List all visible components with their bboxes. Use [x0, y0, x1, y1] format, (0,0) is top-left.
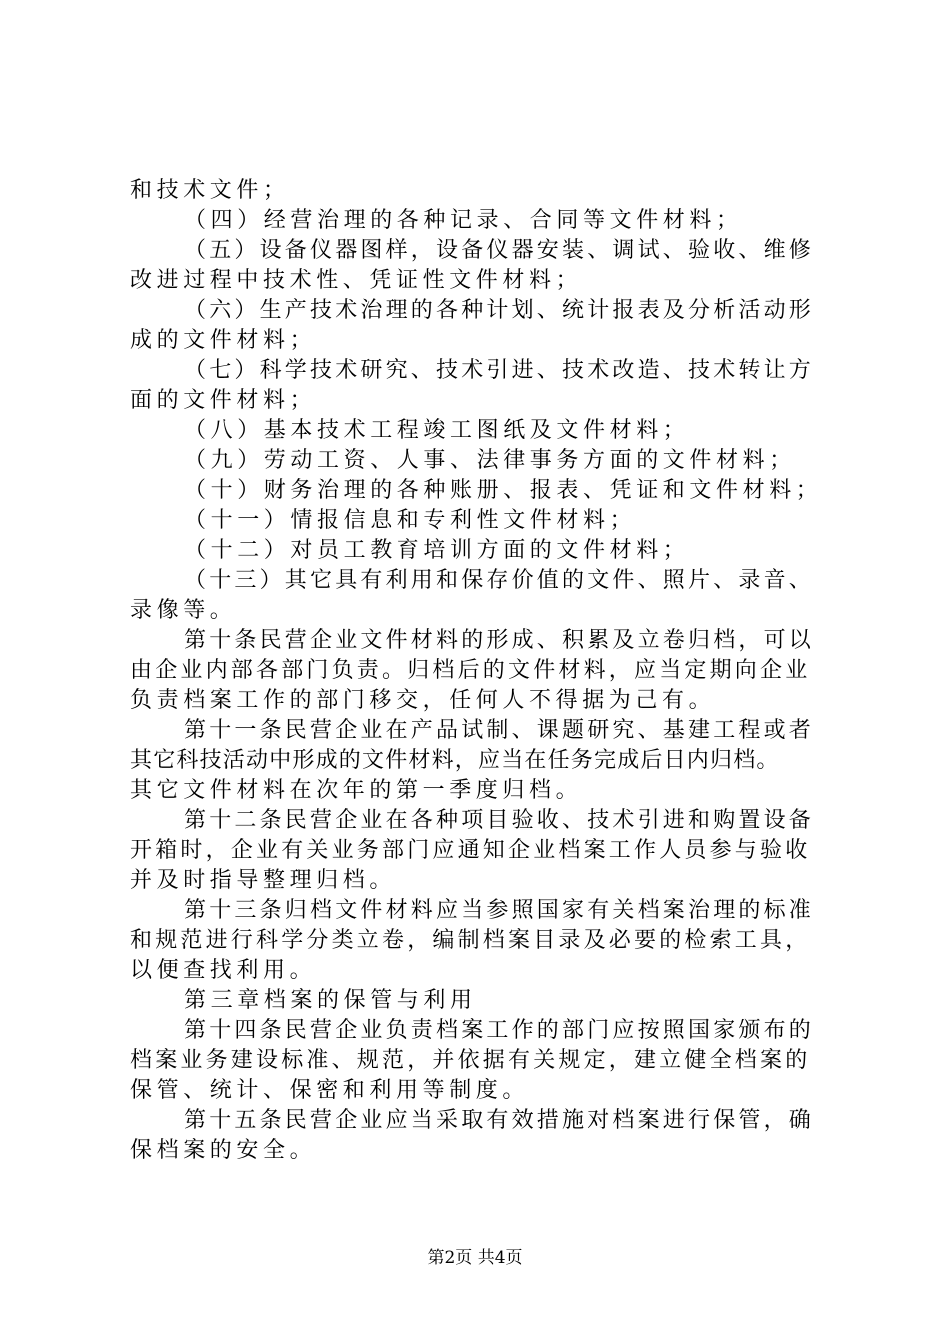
- text-line: 录像等。: [130, 598, 237, 623]
- text-line: （七）科学技术研究、技术引进、技术改造、技术转让方: [184, 358, 815, 383]
- text-line: 第十一条民营企业在产品试制、课题研究、基建工程或者: [184, 718, 815, 743]
- text-line: （五）设备仪器图样，设备仪器安装、调试、验收、维修: [184, 238, 815, 263]
- text-line: 第十五条民营企业应当采取有效措施对档案进行保管，确: [184, 1108, 815, 1133]
- text-line: 保管、统计、保密和利用等制度。: [130, 1078, 530, 1103]
- text-line: （九）劳动工资、人事、法律事务方面的文件材料；: [184, 448, 796, 473]
- text-line: 保档案的安全。: [130, 1138, 317, 1163]
- text-line: 由企业内部各部门负责。归档后的文件材料，应当定期向企业: [130, 658, 811, 683]
- text-line: （十一）情报信息和专利性文件材料；: [184, 508, 637, 533]
- text-line: （十）财务治理的各种账册、报表、凭证和文件材料；: [184, 478, 823, 503]
- text-line: 其它文件材料在次年的第一季度归档。: [130, 778, 583, 803]
- text-line: 其它科技活动中形成的文件材料，应当在任务完成后日内归档。: [130, 748, 780, 773]
- text-line: 负责档案工作的部门移交，任何人不得据为己有。: [130, 688, 716, 713]
- text-line: 并及时指导整理归档。: [130, 868, 397, 893]
- text-line: 改进过程中技术性、凭证性文件材料；: [130, 268, 583, 293]
- text-line: 第十四条民营企业负责档案工作的部门应按照国家颁布的: [184, 1018, 815, 1043]
- text-line: （六）生产技术治理的各种计划、统计报表及分析活动形: [184, 298, 815, 323]
- text-line: 第十二条民营企业在各种项目验收、技术引进和购置设备: [184, 808, 815, 833]
- text-line: （四）经营治理的各种记录、合同等文件材料；: [184, 208, 743, 233]
- text-line: 开箱时，企业有关业务部门应通知企业档案工作人员参与验收: [130, 838, 811, 863]
- document-body: [130, 176, 835, 1166]
- text-line: （十三）其它具有利用和保存价值的文件、照片、录音、: [184, 568, 815, 593]
- page-footer: 第2页 共4页: [427, 1248, 523, 1268]
- text-line: 和技术文件；: [130, 178, 290, 203]
- text-line: （八）基本技术工程竣工图纸及文件材料；: [184, 418, 690, 443]
- text-line: 第十三条归档文件材料应当参照国家有关档案治理的标准: [184, 898, 815, 923]
- text-line: 成的文件材料；: [130, 328, 317, 353]
- text-line: （十二）对员工教育培训方面的文件材料；: [184, 538, 690, 563]
- text-line: 第十条民营企业文件材料的形成、积累及立卷归档，可以: [184, 628, 815, 653]
- text-line: 和规范进行科学分类立卷，编制档案目录及必要的检索工具，: [130, 928, 811, 953]
- text-line: 面的文件材料；: [130, 388, 317, 413]
- text-line: 以便查找利用。: [130, 958, 317, 983]
- text-line: 档案业务建设标准、规范，并依据有关规定，建立健全档案的: [130, 1048, 811, 1073]
- text-line: 第三章档案的保管与利用: [184, 988, 477, 1013]
